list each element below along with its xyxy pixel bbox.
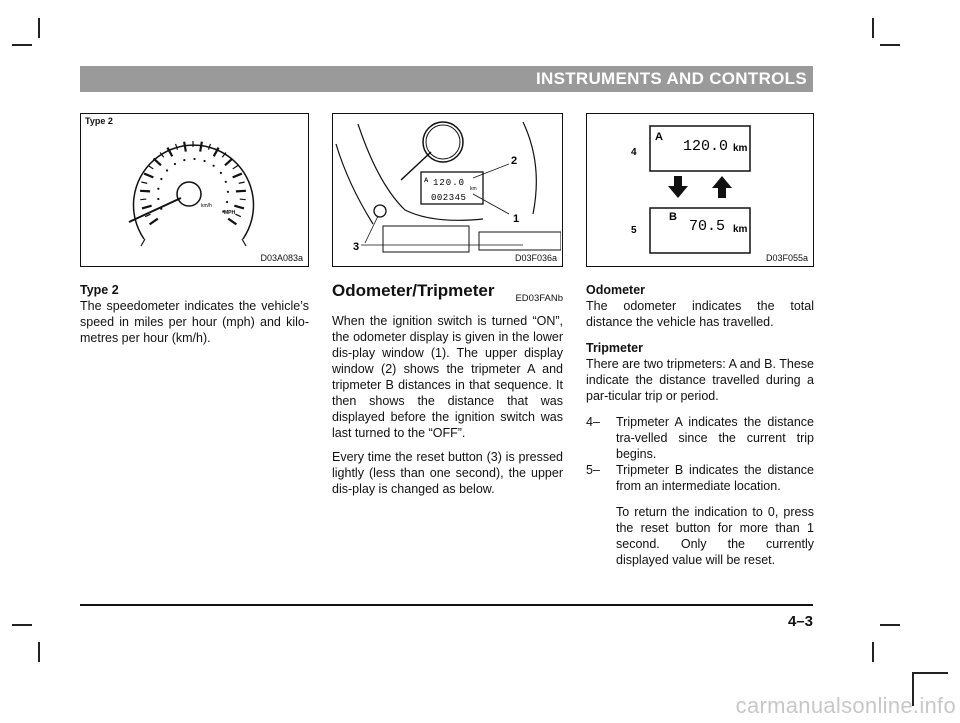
speedometer-tick [225,159,232,166]
list-number: 5– [586,463,600,477]
footer-rule [80,604,813,606]
label-5: 5 [631,225,637,236]
speedometer-dot [213,165,215,167]
list-item [586,462,814,494]
speedometer-dot [166,169,168,171]
speedometer-dot [157,188,159,190]
display-odo-value: 002345 [431,193,467,203]
odometer-text: The odometer indicates the total distance the vehicle has travelled. [586,299,814,329]
crop-mark [38,18,40,38]
speedometer-dot [226,201,228,203]
speedometer-dot [225,181,227,183]
arrow-up-icon [712,176,732,198]
speedometer-figure [80,113,309,267]
speedometer-tick [240,199,246,200]
odometer-tripmeter-title: Odometer/Tripmeter [332,281,495,300]
speedometer-tick [200,142,202,152]
callout-3: 3 [353,241,360,253]
kmh-label: km/h [201,203,212,209]
paragraph-2: Every time the reset button (3) is pressed lightly (less than one second), the upper dis-play is changed as below. [332,450,563,496]
speedometer-dot [183,159,185,161]
speedometer-tick [235,214,240,217]
label-4: 4 [631,147,637,158]
cluster-illustration [333,114,561,264]
display-sequence-illustration [587,114,812,264]
crop-mark [12,624,32,626]
list-number: 4– [586,415,600,429]
speedometer-dot [157,198,159,200]
speedometer-dot [174,163,176,165]
figure-code: D03A083a [260,253,303,263]
speedometer-tick [184,142,186,152]
speedometer-tick [234,206,244,209]
display-b-value: 70.5 [689,218,726,235]
display-b-unit: km [733,224,748,235]
callout-1: 1 [513,213,520,225]
display-a-unit: km [733,143,748,154]
right-column [586,282,814,568]
speedometer-illustration [81,114,307,264]
middle-column [332,283,563,497]
speedometer-tick [228,219,236,225]
speedometer-dot [160,178,162,180]
cluster-figure [332,113,563,267]
speedometer-tick [236,191,246,192]
crop-mark [880,44,900,46]
mph-label: MPH [224,210,236,216]
section-header [80,66,813,92]
speedometer-tick [141,182,147,183]
list-text: Tripmeter B indicates the distance from an intermediate location. [616,463,814,493]
speedometer-tick [154,159,161,166]
page-number: 4–3 [787,613,813,630]
speedometer-tick [239,182,245,183]
type-heading: Type 2 [80,283,119,297]
list-item [586,414,814,462]
section-code: ED03FANb [515,293,563,304]
display-a-value: 120.0 [683,138,729,155]
figure-code: D03F055a [765,253,808,263]
display-b-letter: B [669,211,677,223]
display-a-letter: A [424,178,429,184]
display-a-letter: A [655,131,663,143]
speedometer-tick [142,206,152,209]
crop-mark [12,44,32,46]
tripmeter-text: There are two tripmeters: A and B. These indicate the distance travelled during a par-ticular trip or period. [586,357,814,403]
watermark: carmanualsonline.info [735,693,956,718]
tripmeter-heading: Tripmeter [586,341,643,355]
speedometer-tick [140,199,146,200]
crop-mark [872,18,874,38]
list-text: Tripmeter A indicates the distance tra-velled since the current trip begins. [616,415,814,461]
speedometer-tick [150,219,158,225]
speedometer-tick [140,191,150,192]
speedometer-tick [148,166,153,169]
odometer-heading: Odometer [586,283,646,297]
speedometer-dot [193,158,195,160]
left-column [80,282,309,346]
speedometer-dot [160,208,162,210]
figure-caption: Type 2 [85,116,113,126]
speedometer-dot [227,191,229,193]
callout-2: 2 [511,155,518,167]
speedometer-dot [220,172,222,174]
reset-note: To return the indication to 0, press the reset button for more than 1 second. Only the currently displayed value will be reset. [616,505,814,567]
arrow-down-icon [668,176,688,198]
speedometer-tick [233,174,242,178]
crop-mark [880,624,900,626]
crop-mark [38,642,40,662]
speedometer-tick [233,166,238,169]
speedometer-tick [144,174,153,178]
section-title: INSTRUMENTS AND CONTROLS [535,69,807,88]
display-sequence-figure [586,113,814,267]
display-trip-value: 120.0 [433,178,466,188]
crop-mark [912,672,948,674]
speedometer-text: The speedometer indicates the vehicle’s speed in miles per hour (mph) and kilo-metres per hour (km/h). [80,299,309,345]
speedometer-dot [203,160,205,162]
display-km: km [470,186,477,192]
crop-mark [872,642,874,662]
paragraph-1: When the ignition switch is turned “ON”, the odometer display is given in the lower dis-play window (1). The upper display window (2) shows the tripmeter A and tripmeter B distances in that sequence. It then shows the distance that was displayed before the ignition switch was last turned to the “OFF”. [332,314,563,440]
figure-code: D03F036a [514,253,557,263]
